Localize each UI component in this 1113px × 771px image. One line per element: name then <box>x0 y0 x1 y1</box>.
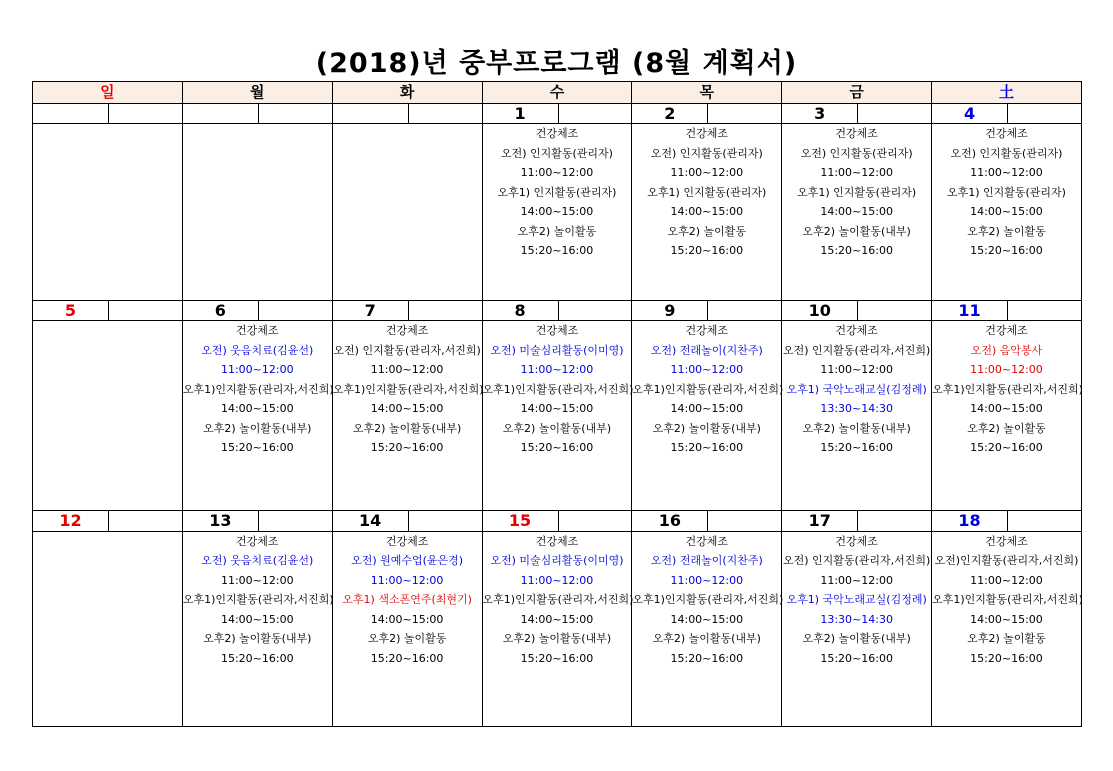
program-list <box>632 532 784 669</box>
weekday-mon: 월 <box>182 82 332 104</box>
program-line: 11:00~12:00 <box>220 573 294 587</box>
program-line: 15:20~16:00 <box>520 244 594 258</box>
program-list <box>782 321 931 458</box>
program-line: 15:20~16:00 <box>970 244 1043 258</box>
program-line: 15:20~16:00 <box>220 651 294 665</box>
program-line: 14:00~15:00 <box>520 205 594 219</box>
day-program-cell <box>332 321 482 511</box>
date-number <box>183 104 258 124</box>
date-row <box>33 300 1082 321</box>
program-line: 오전) 인지활동(관리자,서진희) <box>333 343 481 357</box>
program-line: 11:00~12:00 <box>820 363 893 377</box>
program-list <box>632 124 781 261</box>
date-number: 5 <box>64 300 77 320</box>
program-line: 오전) 미술심리활동(이미영) <box>490 554 624 568</box>
program-line: 오후2) 놀이활동(내부) <box>502 632 612 646</box>
program-line: 오전) 인지활동(관리자) <box>650 146 763 160</box>
date-number: 9 <box>664 300 676 320</box>
program-line: 14:00~15:00 <box>970 402 1043 416</box>
program-line: 14:00~15:00 <box>670 612 744 626</box>
date-number: 18 <box>958 511 981 531</box>
program-list <box>183 321 332 458</box>
program-line: 오전) 웃음치료(김윤선) <box>201 554 314 568</box>
program-line: 건강체조 <box>236 324 279 338</box>
program-line: 오전) 인지활동(관리자) <box>800 146 913 160</box>
date-number: 17 <box>808 511 831 531</box>
date-cell <box>33 103 183 124</box>
program-line: 11:00~12:00 <box>520 363 594 377</box>
day-program-cell <box>632 321 782 511</box>
date-blank <box>408 511 482 531</box>
program-list <box>782 124 931 261</box>
program-line: 건강체조 <box>835 534 878 548</box>
program-line: 14:00~15:00 <box>670 402 744 416</box>
date-cell <box>632 103 782 124</box>
weekday-sat: 土 <box>932 82 1082 104</box>
program-line: 오후2) 놀이활동(내부) <box>203 421 312 435</box>
weeks-body <box>33 103 1082 726</box>
date-blank <box>707 301 781 321</box>
program-list <box>483 124 632 261</box>
program-line: 오후2) 놀이활동(내부) <box>802 421 911 435</box>
program-line: 15:20~16:00 <box>820 651 893 665</box>
program-line: 오후2) 놀이활동(내부) <box>502 421 612 435</box>
program-list <box>333 532 482 669</box>
program-line: 11:00~12:00 <box>820 573 893 587</box>
date-number: 13 <box>209 511 232 531</box>
program-list <box>632 321 784 458</box>
program-line: 오후1)인지활동(관리자,서진희) <box>932 382 1083 396</box>
program-line: 15:20~16:00 <box>820 441 893 455</box>
program-line: 오후1) 색소폰연주(최현기) <box>342 593 472 607</box>
program-list <box>932 124 1081 261</box>
date-number: 12 <box>59 511 82 531</box>
program-row <box>33 531 1082 726</box>
program-line: 13:30~14:30 <box>820 402 893 416</box>
program-line: 오전)인지활동(관리자,서진희) <box>934 554 1079 568</box>
date-blank <box>558 301 632 321</box>
program-line: 11:00~12:00 <box>670 363 744 377</box>
date-cell <box>332 511 482 532</box>
date-row <box>33 511 1082 532</box>
date-cell <box>482 103 632 124</box>
date-cell <box>182 300 332 321</box>
date-blank <box>857 104 931 124</box>
date-blank <box>857 511 931 531</box>
date-blank <box>558 104 632 124</box>
day-program-cell <box>932 124 1082 301</box>
program-line: 오후1) 인지활동(관리자) <box>946 185 1066 199</box>
weekday-thu: 목 <box>632 82 782 104</box>
program-line: 오후1) 인지활동(관리자) <box>647 185 767 199</box>
date-blank <box>1007 301 1081 321</box>
program-line: 건강체조 <box>685 534 729 548</box>
program-line: 오후2) 놀이활동(내부) <box>652 421 761 435</box>
program-line: 오후1) 인지활동(관리자) <box>497 185 617 199</box>
program-line: 오전) 인지활동(관리자) <box>950 146 1063 160</box>
program-line: 오후2) 놀이활동 <box>667 224 747 238</box>
program-line: 오후1) 인지활동(관리자) <box>797 185 917 199</box>
date-blank <box>108 301 182 321</box>
program-line: 오후2) 놀이활동(내부) <box>652 632 761 646</box>
date-blank <box>1007 511 1081 531</box>
calendar-table <box>32 81 1082 727</box>
date-number: 14 <box>359 511 382 531</box>
program-line: 건강체조 <box>985 127 1028 141</box>
date-blank <box>258 104 332 124</box>
date-number: 6 <box>214 300 226 320</box>
program-list <box>183 532 332 669</box>
date-number: 1 <box>514 103 526 123</box>
program-list <box>932 532 1081 669</box>
date-number: 10 <box>808 300 831 320</box>
date-blank <box>408 301 482 321</box>
day-program-cell <box>182 124 332 301</box>
program-list <box>483 532 632 669</box>
program-line: 14:00~15:00 <box>220 612 294 626</box>
day-program-cell <box>182 321 332 511</box>
date-cell <box>482 511 632 532</box>
day-program-cell <box>332 124 482 301</box>
program-line: 오전) 음악봉사 <box>970 343 1043 357</box>
day-program-cell <box>33 531 183 726</box>
date-cell <box>632 300 782 321</box>
date-cell <box>782 511 932 532</box>
date-cell <box>782 103 932 124</box>
program-line: 오후2) 놀이활동 <box>967 224 1046 238</box>
program-line: 14:00~15:00 <box>370 612 444 626</box>
program-line: 11:00~12:00 <box>370 573 444 587</box>
program-line: 오전) 전래놀이(지찬주) <box>650 343 763 357</box>
program-line: 오후1)인지활동(관리자,서진희) <box>632 593 784 607</box>
date-number: 3 <box>814 103 826 123</box>
program-line: 14:00~15:00 <box>520 612 594 626</box>
date-number <box>33 104 108 124</box>
program-line: 오후1)인지활동(관리자,서진희) <box>632 382 784 396</box>
program-line: 11:00~12:00 <box>520 166 594 180</box>
program-line: 오후2) 놀이활동(내부) <box>352 421 462 435</box>
program-line: 건강체조 <box>535 127 579 141</box>
program-line: 건강체조 <box>385 324 429 338</box>
program-line: 11:00~12:00 <box>970 573 1043 587</box>
date-blank <box>408 104 482 124</box>
program-line: 건강체조 <box>685 127 729 141</box>
date-blank <box>558 511 632 531</box>
date-blank <box>1007 104 1081 124</box>
program-line: 오전) 인지활동(관리자) <box>500 146 613 160</box>
day-program-cell <box>482 124 632 301</box>
day-program-cell <box>782 321 932 511</box>
program-line: 11:00~12:00 <box>670 166 744 180</box>
weekday-header-row <box>33 82 1082 104</box>
program-line: 오후1)인지활동(관리자,서진희) <box>332 382 484 396</box>
program-line: 14:00~15:00 <box>970 612 1043 626</box>
weekday-sun: 일 <box>33 82 183 104</box>
program-line: 15:20~16:00 <box>520 651 594 665</box>
day-program-cell <box>332 531 482 726</box>
program-line: 건강체조 <box>236 534 279 548</box>
program-line: 15:20~16:00 <box>670 441 744 455</box>
program-line: 오전) 전래놀이(지찬주) <box>650 554 763 568</box>
program-line: 오후2) 놀이활동 <box>967 632 1046 646</box>
program-line: 오전) 미술심리활동(이미영) <box>490 343 624 357</box>
program-line: 13:30~14:30 <box>820 612 893 626</box>
program-line: 오후1)인지활동(관리자,서진희) <box>482 382 634 396</box>
program-line: 건강체조 <box>835 324 878 338</box>
program-line: 11:00~12:00 <box>520 573 594 587</box>
program-line: 오전) 원예수업(윤은경) <box>351 554 464 568</box>
date-cell <box>632 511 782 532</box>
program-line: 건강체조 <box>535 534 579 548</box>
program-line: 오후2) 놀이활동(내부) <box>802 632 911 646</box>
program-line: 14:00~15:00 <box>370 402 444 416</box>
weekday-wed: 수 <box>482 82 632 104</box>
program-line: 오후2) 놀이활동 <box>967 421 1046 435</box>
program-line: 오전) 웃음치료(김윤선) <box>201 343 314 357</box>
program-line: 11:00~12:00 <box>670 573 744 587</box>
program-line: 14:00~15:00 <box>820 205 893 219</box>
date-number: 11 <box>958 300 981 320</box>
program-list <box>782 532 931 669</box>
date-number: 4 <box>963 103 976 123</box>
day-program-cell <box>632 124 782 301</box>
program-line: 오후1)인지활동(관리자,서진희) <box>482 593 634 607</box>
program-line: 오후1)인지활동(관리자,서진희) <box>932 593 1083 607</box>
program-line: 오후1) 국악노래교실(김정례) <box>786 593 927 607</box>
day-program-cell <box>632 531 782 726</box>
program-line: 건강체조 <box>985 324 1028 338</box>
program-line: 오후2) 놀이활동(내부) <box>203 632 312 646</box>
date-number: 8 <box>514 300 526 320</box>
program-line: 건강체조 <box>535 324 579 338</box>
program-row <box>33 321 1082 511</box>
program-line: 오전) 인지활동(관리자,서진희) <box>782 554 931 568</box>
program-line: 11:00~12:00 <box>220 363 294 377</box>
program-line: 11:00~12:00 <box>970 363 1043 377</box>
date-blank <box>108 104 182 124</box>
program-line: 11:00~12:00 <box>970 166 1043 180</box>
date-cell <box>182 511 332 532</box>
program-line: 15:20~16:00 <box>670 651 744 665</box>
date-blank <box>857 301 931 321</box>
weekday-fri: 금 <box>782 82 932 104</box>
program-line: 15:20~16:00 <box>370 651 444 665</box>
program-line: 15:20~16:00 <box>370 441 444 455</box>
date-cell <box>932 511 1082 532</box>
program-line: 오후1)인지활동(관리자,서진희) <box>182 382 334 396</box>
day-program-cell <box>782 124 932 301</box>
program-line: 14:00~15:00 <box>970 205 1043 219</box>
program-line: 오후2) 놀이활동(내부) <box>802 224 911 238</box>
program-line: 오전) 인지활동(관리자,서진희) <box>782 343 931 357</box>
program-line: 오후2) 놀이활동 <box>367 632 447 646</box>
program-list <box>333 321 482 458</box>
program-line: 15:20~16:00 <box>220 441 294 455</box>
day-program-cell <box>33 124 183 301</box>
program-line: 11:00~12:00 <box>820 166 893 180</box>
day-program-cell <box>482 531 632 726</box>
date-number: 2 <box>664 103 676 123</box>
program-row <box>33 124 1082 301</box>
page-title: (2018)년 중부프로그램 (8월 계획서) <box>315 48 798 79</box>
program-line: 오후2) 놀이활동 <box>517 224 597 238</box>
date-row <box>33 103 1082 124</box>
date-cell <box>332 300 482 321</box>
date-blank <box>258 511 332 531</box>
program-line: 14:00~15:00 <box>520 402 594 416</box>
day-program-cell <box>932 321 1082 511</box>
program-line: 건강체조 <box>685 324 729 338</box>
date-cell <box>332 103 482 124</box>
date-blank <box>707 104 781 124</box>
date-cell <box>182 103 332 124</box>
day-program-cell <box>932 531 1082 726</box>
program-list <box>932 321 1081 458</box>
day-program-cell <box>33 321 183 511</box>
program-line: 15:20~16:00 <box>520 441 594 455</box>
date-cell <box>782 300 932 321</box>
date-cell <box>33 511 183 532</box>
date-number: 7 <box>364 300 376 320</box>
program-line: 15:20~16:00 <box>820 244 893 258</box>
program-line: 15:20~16:00 <box>970 651 1043 665</box>
program-line: 14:00~15:00 <box>220 402 294 416</box>
day-program-cell <box>182 531 332 726</box>
date-cell <box>33 300 183 321</box>
date-blank <box>258 301 332 321</box>
date-cell <box>482 300 632 321</box>
program-list <box>483 321 632 458</box>
program-line: 14:00~15:00 <box>670 205 744 219</box>
program-line: 건강체조 <box>385 534 429 548</box>
date-cell <box>932 103 1082 124</box>
program-line: 오후1) 국악노래교실(김정례) <box>786 382 927 396</box>
date-blank <box>108 511 182 531</box>
program-line: 오후1)인지활동(관리자,서진희) <box>182 593 334 607</box>
program-line: 건강체조 <box>985 534 1028 548</box>
program-line: 15:20~16:00 <box>670 244 744 258</box>
date-number: 16 <box>658 511 681 531</box>
day-program-cell <box>782 531 932 726</box>
program-line: 15:20~16:00 <box>970 441 1043 455</box>
program-line: 11:00~12:00 <box>370 363 444 377</box>
date-blank <box>707 511 781 531</box>
date-number <box>333 104 408 124</box>
program-line: 건강체조 <box>835 127 878 141</box>
date-cell <box>932 300 1082 321</box>
weekday-tue: 화 <box>332 82 482 104</box>
date-number: 15 <box>508 511 532 531</box>
day-program-cell <box>482 321 632 511</box>
